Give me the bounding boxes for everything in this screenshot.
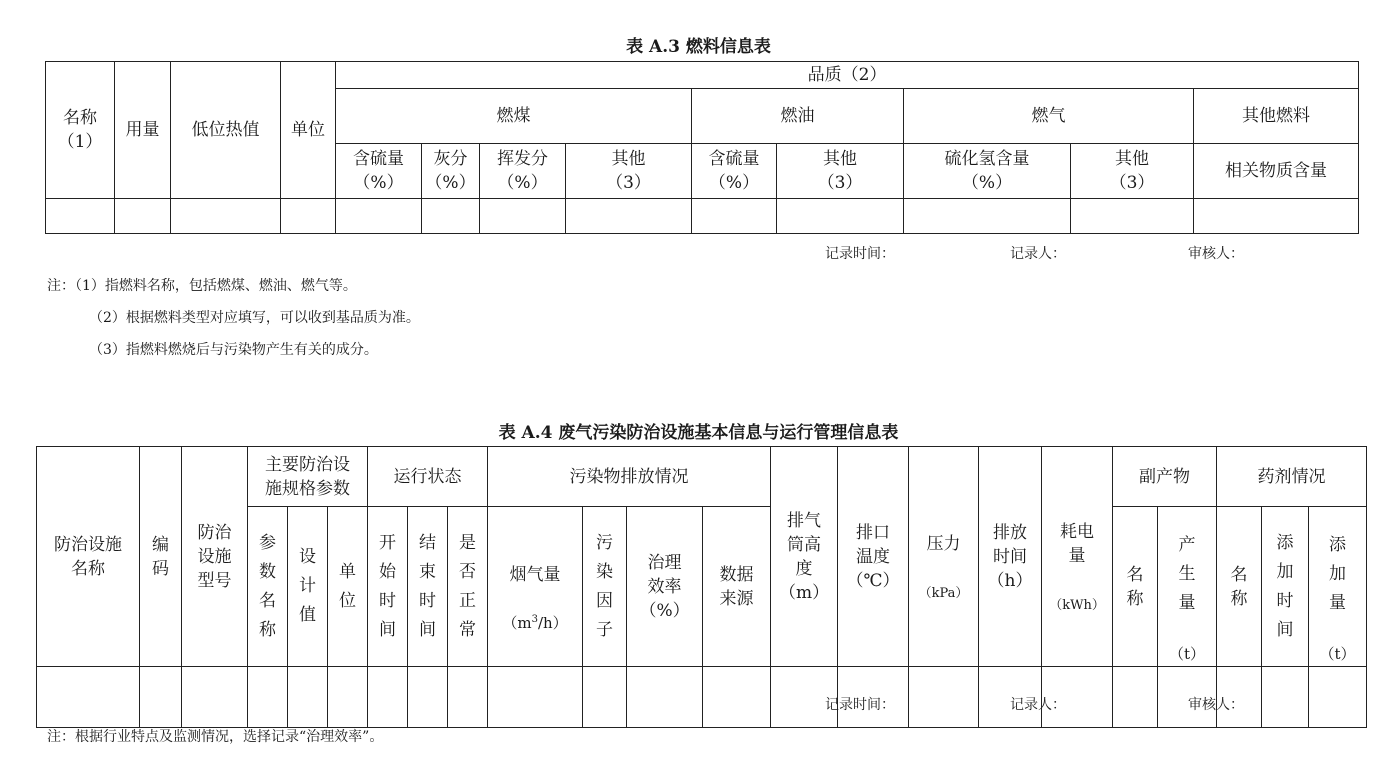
bp-amount-text: 产生量 [1178,535,1196,613]
header-end-time [408,507,448,667]
header-power [1042,447,1113,667]
cell-empty[interactable] [1262,667,1309,728]
cell-empty[interactable] [422,199,480,234]
header-coal-other: 其他 （3） [566,144,692,199]
header-bp-name: 名 称 [1113,507,1158,667]
header-main-params: 主要防治设 施规格参数 [248,447,368,507]
cell-empty[interactable] [909,667,979,728]
cell-empty[interactable] [1113,667,1158,728]
header-oil-other: 其他 （3） [777,144,904,199]
header-coal-ash: 灰分 （%） [422,144,480,199]
header-byproduct: 副产物 [1113,447,1217,507]
cell-empty[interactable] [692,199,777,234]
ag-amount-text: 添加量 [1329,535,1347,613]
a4-recorder: 记录人： [1010,697,1066,713]
cell-empty[interactable] [904,199,1071,234]
header-lhv: 低位热值 [171,62,281,199]
flue-gas-label: 烟气量 [509,564,561,585]
header-run-status: 运行状态 [368,447,488,507]
flue-gas-unit: $(m^3/h)$ [502,613,568,632]
table-a3-title: 表 A.3 燃料信息表 [626,37,771,57]
table-row [46,199,1359,234]
ag-amount-unit: （t） [1319,645,1356,663]
header-pollutant [583,507,627,667]
header-efficiency: 治理 效率 （%） [627,507,703,667]
header-outlet-temp: 排口 温度 （℃） [838,447,909,667]
header-start-time [368,507,408,667]
header-pressure [909,447,979,667]
cell-empty[interactable] [703,667,771,728]
cell-empty[interactable] [171,199,281,234]
a3-reviewer: 审核人： [1188,246,1244,262]
cell-empty[interactable] [368,667,408,728]
bp-amount-unit: （t） [1169,645,1206,663]
cell-empty[interactable] [408,667,448,728]
header-gas: 燃气 [904,89,1194,144]
header-design-value [288,507,328,667]
cell-empty[interactable] [627,667,703,728]
param-name-text: 参数名称 [259,532,276,640]
cell-empty[interactable] [182,667,248,728]
header-stack-height: 排气 筒高 度 （m） [771,447,838,667]
cell-empty[interactable] [115,199,171,234]
header-coal: 燃煤 [336,89,692,144]
pollutant-text: 污染因子 [596,532,614,640]
start-time-text: 开始时间 [379,532,397,640]
cell-empty[interactable] [46,199,115,234]
cell-empty[interactable] [1194,199,1359,234]
header-emission: 污染物排放情况 [488,447,771,507]
header-coal-sulfur: 含硫量 （%） [336,144,422,199]
table-a4 [36,446,1367,728]
header-param-unit [328,507,368,667]
a4-note: 注：根据行业特点及监测情况，选择记录“治理效率”。 [47,729,384,745]
header-usage: 用量 [115,62,171,199]
header-other-related: 相关物质含量 [1194,144,1359,199]
a3-note-2: （2）根据燃料类型对应填写，可以收到基品质为准。 [89,310,420,326]
cell-empty[interactable] [566,199,692,234]
cell-empty[interactable] [1309,667,1367,728]
ag-time-text: 添加时间 [1276,532,1294,640]
table-a3 [45,61,1359,234]
a3-note-3: （3）指燃料燃烧后与污染物产生有关的成分。 [89,342,378,358]
cell-empty[interactable] [140,667,182,728]
cell-empty[interactable] [248,667,288,728]
cell-empty[interactable] [281,199,336,234]
cell-empty[interactable] [583,667,627,728]
header-code: 编 码 [140,447,182,667]
header-bp-amount [1158,507,1217,667]
header-facility-name: 防治设施 名称 [37,447,140,667]
a3-recorder: 记录人： [1010,246,1066,262]
header-other-fuel: 其他燃料 [1194,89,1359,144]
cell-empty[interactable] [480,199,566,234]
header-oil-sulfur: 含硫量 （%） [692,144,777,199]
cell-empty[interactable] [336,199,422,234]
cell-empty[interactable] [1071,199,1194,234]
header-unit: 单位 [281,62,336,199]
header-oil: 燃油 [692,89,904,144]
header-ag-name: 名 称 [1217,507,1262,667]
cell-empty[interactable] [777,199,904,234]
header-ag-amount [1309,507,1367,667]
header-normal [448,507,488,667]
param-unit-text: 单位 [339,561,357,611]
header-param-name [248,507,288,667]
header-data-source: 数据 来源 [703,507,771,667]
cell-empty[interactable] [288,667,328,728]
a3-record-time: 记录时间： [825,246,895,262]
cell-empty[interactable] [328,667,368,728]
header-gas-other: 其他 （3） [1071,144,1194,199]
header-name: 名称 （1） [46,62,115,199]
header-ag-time [1262,507,1309,667]
table-a4-title: 表 A.4 废气污染防治设施基本信息与运行管理信息表 [498,423,899,443]
design-value-text: 设计值 [299,547,316,625]
header-discharge-time: 排放 时间 （h） [979,447,1042,667]
a4-record-time: 记录时间： [825,697,895,713]
pressure-label: 压力 [926,533,961,554]
header-flue-gas [488,507,583,667]
header-gas-h2s: 硫化氢含量 （%） [904,144,1071,199]
header-coal-volatile: 挥发分 （%） [480,144,566,199]
cell-empty[interactable] [37,667,140,728]
a4-reviewer: 审核人： [1188,697,1244,713]
power-unit: （kWh） [1049,597,1105,613]
table-row [37,667,1367,728]
header-quality: 品质（2） [336,62,1359,89]
header-model: 防治 设施 型号 [182,447,248,667]
cell-empty[interactable] [448,667,488,728]
end-time-text: 结束时间 [419,532,437,640]
a3-note-1: 注：（1）指燃料名称，包括燃煤、燃油、燃气等。 [47,278,357,294]
normal-text: 是否正常 [459,532,477,640]
header-agent: 药剂情况 [1217,447,1367,507]
cell-empty[interactable] [488,667,583,728]
pressure-unit: （kPa） [918,585,969,601]
power-label: 耗电 量 [1060,521,1095,566]
